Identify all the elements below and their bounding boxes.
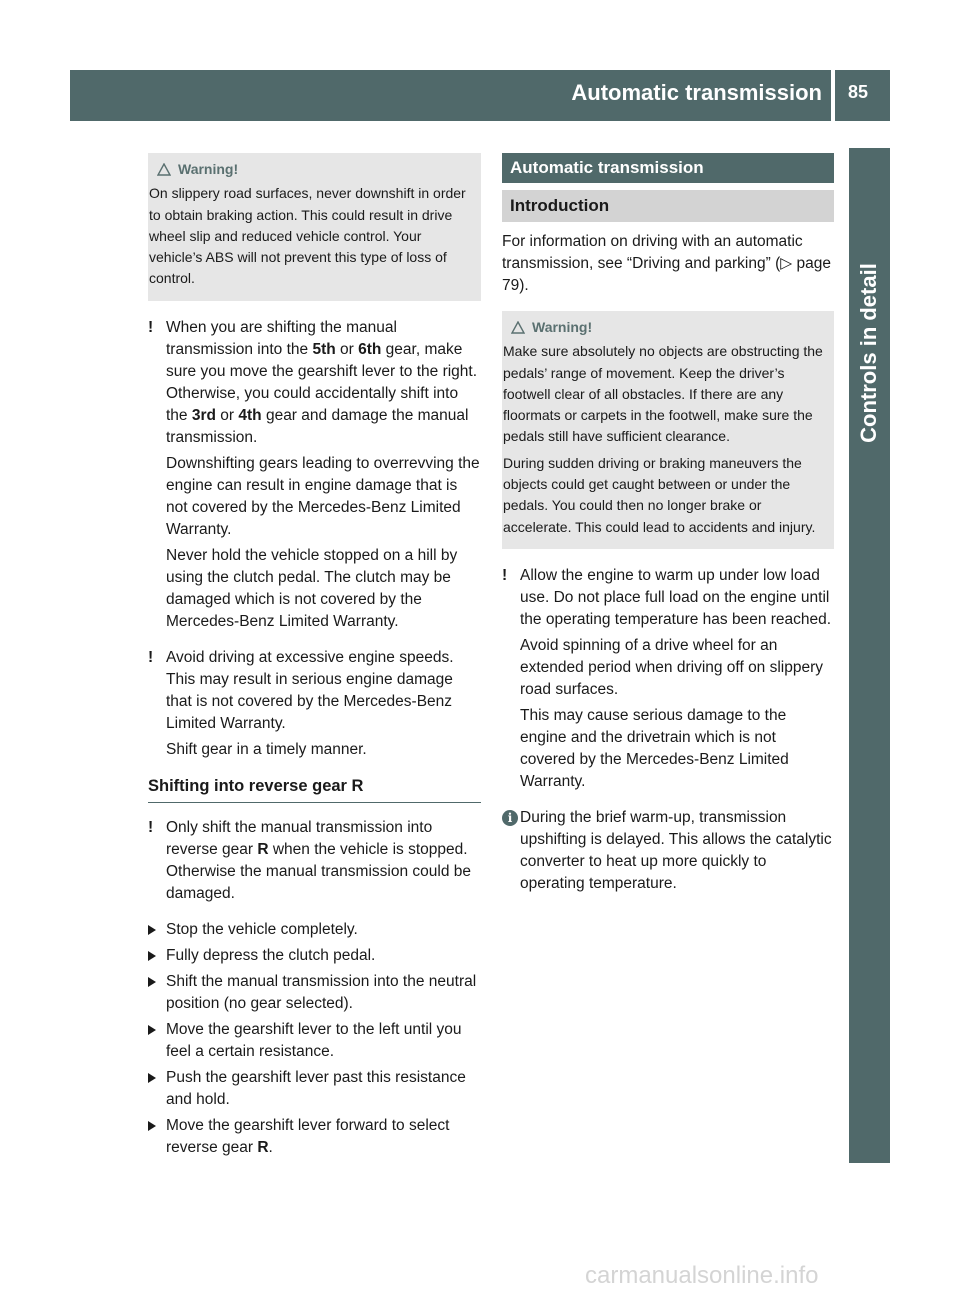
gear-label: R: [257, 840, 269, 858]
side-tab-label: Controls in detail: [856, 263, 881, 443]
intro-text: For information on driving with an automatic transmission, see “Driving and parking” (: [502, 233, 803, 272]
step-arrow-icon: [148, 1121, 156, 1131]
warning-box: [148, 153, 481, 301]
note-paragraph: Allow the engine to warm up under low load use. Do not place full load on the engine until the operating temperature has been reached.: [520, 566, 832, 628]
warning-text: On slippery road surfaces, never downshift in order to obtain braking action. This could result in drive wheel slip and reduced vehicle control. Your vehicle’s ABS will not prevent this type of loss of control.: [149, 185, 466, 287]
step-arrow-icon: [148, 925, 156, 935]
gear-label: 5th: [312, 340, 336, 358]
warning-header: [503, 317, 828, 338]
gear-label: 3rd: [191, 406, 216, 424]
caution-note: [148, 647, 481, 761]
info-note: [502, 807, 834, 895]
note-text: gear and damage the manual transmission.: [166, 406, 469, 446]
info-text: During the brief warm-up, transmission upshifting is delayed. This allows the catalytic converter to heat up more quickly to operating temperature.: [520, 808, 832, 892]
step-arrow-icon: [148, 1025, 156, 1035]
caution-mark-icon: !: [148, 648, 154, 666]
warning-title: Warning!: [178, 161, 239, 177]
header-divider: [831, 70, 835, 121]
note-text: or: [335, 340, 359, 358]
gear-label: 4th: [238, 406, 262, 424]
page-ref-arrow-icon: ▷: [780, 255, 793, 272]
caution-note: [148, 817, 481, 905]
note-paragraph: This may cause serious damage to the engine and the drivetrain which is not covered by the Mercedes-Benz Limited Warranty.: [520, 706, 789, 790]
instruction-step: [148, 1067, 481, 1111]
intro-text: page 79).: [502, 255, 831, 294]
note-text: or: [215, 406, 239, 424]
instruction-step: [148, 945, 481, 967]
note-text: gear, make sure you move the gearshift lever to the right. Otherwise, you could accidentally shift into the: [166, 340, 478, 424]
section-heading: Shifting into reverse gear R: [148, 775, 481, 803]
step-arrow-icon: [148, 951, 156, 961]
instruction-step: [148, 1019, 481, 1063]
gear-label: 6th: [358, 340, 382, 358]
header-bar: [70, 70, 890, 121]
step-arrow-icon: [148, 1073, 156, 1083]
instruction-step: [148, 971, 481, 1015]
step-text: Push the gearshift lever past this resistance and hold.: [166, 1068, 466, 1108]
warning-triangle-icon: [157, 163, 171, 176]
caution-note: [148, 317, 481, 633]
note-text: When you are shifting the manual transmission into the: [166, 318, 397, 358]
side-tab: [849, 148, 890, 1163]
caution-note: [502, 565, 834, 793]
page-number: 85: [848, 82, 869, 102]
caution-mark-icon: !: [502, 566, 508, 584]
step-text: Stop the vehicle completely.: [166, 920, 358, 938]
note-paragraph: [166, 317, 481, 449]
warning-box: [502, 311, 834, 549]
step-text: Shift the manual transmission into the neutral position (no gear selected).: [166, 972, 477, 1012]
watermark: carmanualsonline.info: [585, 1262, 819, 1289]
subsection-title-bar: Introduction: [502, 190, 834, 222]
note-paragraph: Downshifting gears leading to overrevving the engine can result in engine damage that is not covered by the Mercedes-Benz Limited Warranty.: [166, 454, 480, 538]
gear-label: R: [257, 1138, 269, 1156]
left-column: [148, 153, 481, 1163]
note-paragraph: Never hold the vehicle stopped on a hill by using the clutch pedal. The clutch may be damaged which is not covered by the Mercedes-Benz Limited Warranty.: [166, 546, 458, 630]
note-paragraph: Shift gear in a timely manner.: [166, 740, 367, 758]
instruction-step: [148, 1115, 481, 1159]
warning-title: Warning!: [532, 319, 593, 335]
intro-paragraph: [502, 231, 834, 297]
step-text: Move the gearshift lever to the left until you feel a certain resistance.: [166, 1020, 462, 1060]
instruction-step: [148, 919, 481, 941]
note-paragraph: Avoid driving at excessive engine speeds. This may result in serious engine damage that is not covered by the Mercedes-Benz Limited Warranty.: [166, 648, 454, 732]
header-title: Automatic transmission: [571, 80, 822, 105]
warning-header: [149, 159, 475, 180]
caution-mark-icon: !: [148, 318, 154, 336]
warning-triangle-icon: [511, 321, 525, 334]
warning-text: Make sure absolutely no objects are obstructing the pedals’ range of movement. Keep the driver’s footwell clear of all obstacles. If there are any floormats or carpets in the footwell, make sure the pedals still have sufficient clearance.: [503, 343, 823, 445]
caution-mark-icon: !: [148, 818, 154, 836]
step-text: .: [268, 1138, 273, 1156]
note-paragraph: Avoid spinning of a drive wheel for an extended period when driving off on slippery road surfaces.: [520, 636, 824, 698]
warning-text: During sudden driving or braking maneuvers the objects could get caught between or under the pedals. You could then no longer brake or accelerate. This could lead to accidents and injury.: [503, 454, 816, 535]
right-column: [502, 153, 834, 909]
step-arrow-icon: [148, 977, 156, 987]
note-paragraph: [166, 817, 481, 905]
section-title-bar: Automatic transmission: [502, 153, 834, 183]
step-text: Move the gearshift lever forward to select reverse gear: [166, 1116, 450, 1156]
note-text: Only shift the manual transmission into reverse gear: [166, 818, 433, 858]
step-text: Fully depress the clutch pedal.: [166, 946, 376, 964]
info-icon: i: [502, 810, 518, 826]
note-text: when the vehicle is stopped. Otherwise the manual transmission could be damaged.: [166, 840, 471, 902]
